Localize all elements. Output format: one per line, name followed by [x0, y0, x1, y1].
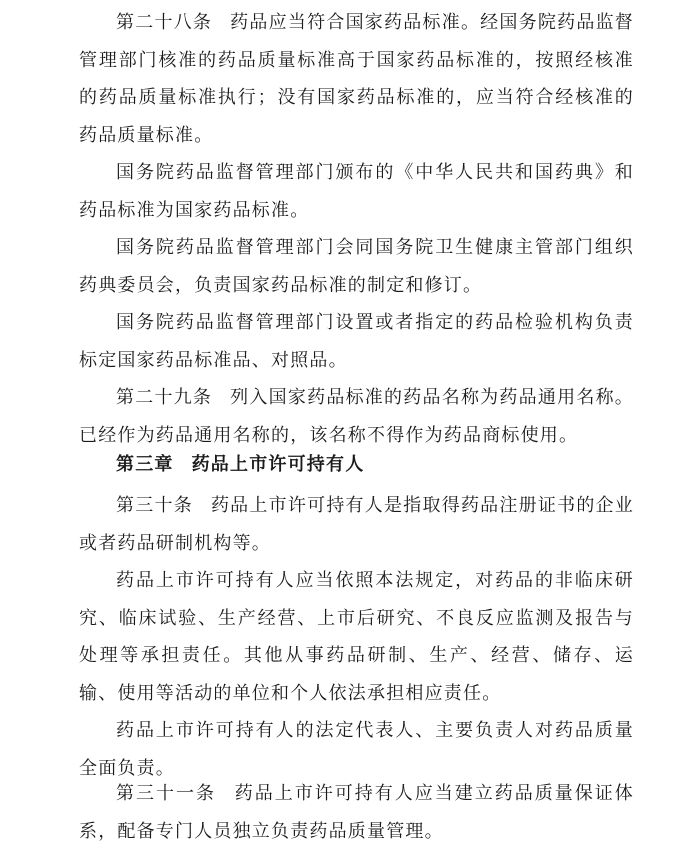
article-30-paragraph-3: 药品上市许可持有人的法定代表人、主要负责人对药品质量全面负责。	[79, 720, 634, 779]
article-29-text-1: 列入国家药品标准的药品名称为药品通用名称。已经作为药品通用名称的，该名称不得作为药品商标使用。	[79, 387, 634, 446]
article-28-paragraph-4: 国务院药品监督管理部门设置或者指定的药品检验机构负责标定国家药品标准品、对照品。	[79, 312, 634, 371]
article-29-paragraph-1	[79, 379, 634, 454]
article-28-paragraph-1	[79, 4, 634, 154]
article-30-paragraph-2: 药品上市许可持有人应当依照本法规定，对药品的非临床研究、临床试验、生产经营、上市后研究、不良反应监测及报告与处理等承担责任。其他从事药品研制、生产、经营、储存、运输、使用等活动的单位和个人依法承担相应责任。	[79, 570, 634, 704]
article-31-paragraph-1	[79, 775, 634, 850]
chapter-heading	[116, 446, 364, 484]
chapter-label: 第三章	[116, 454, 174, 475]
article-28-label: 第二十八条	[116, 12, 213, 33]
article-31-text-1: 药品上市许可持有人应当建立药品质量保证体系，配备专门人员独立负责药品质量管理。	[79, 783, 634, 842]
article-29-label: 第二十九条	[116, 387, 213, 408]
article-30-text-1: 药品上市许可持有人是指取得药品注册证书的企业或者药品研制机构等。	[79, 495, 634, 554]
article-31-label: 第三十一条	[116, 783, 216, 804]
chapter-title: 药品上市许可持有人	[191, 454, 365, 475]
article-28-paragraph-2: 国务院药品监督管理部门颁布的《中华人民共和国药典》和药品标准为国家药品标准。	[79, 162, 634, 221]
article-28-text-1: 药品应当符合国家药品标准。经国务院药品监督管理部门核准的药品质量标准高于国家药品标准的，按照经核准的药品质量标准执行；没有国家药品标准的，应当符合经核准的药品质量标准。	[79, 12, 634, 146]
article-30-paragraph-1	[79, 487, 634, 562]
article-28-paragraph-3: 国务院药品监督管理部门会同国务院卫生健康主管部门组织药典委员会，负责国家药品标准的制定和修订。	[79, 237, 634, 296]
article-30-label: 第三十条	[116, 495, 193, 516]
